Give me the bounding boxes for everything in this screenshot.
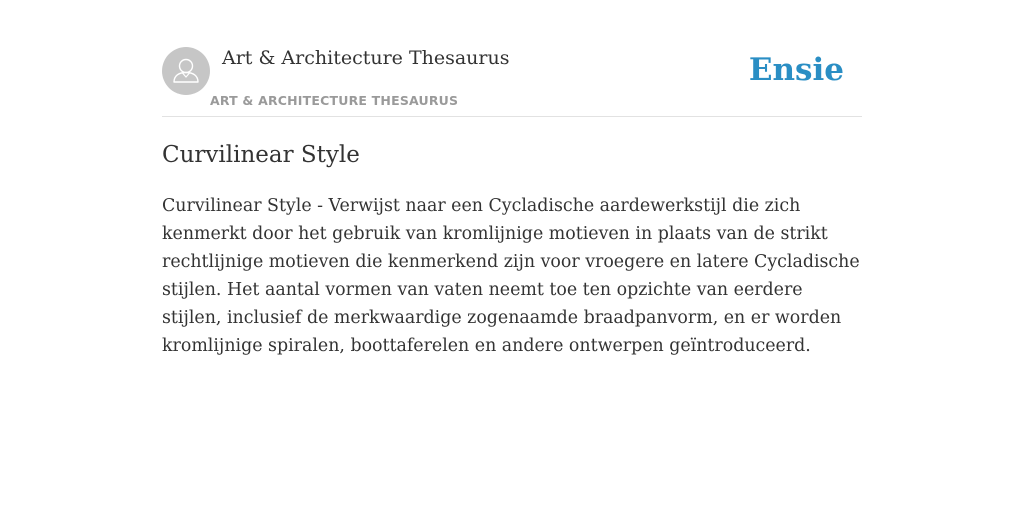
entry-definition: Curvilinear Style - Verwijst naar een Cycladische aardewerkstijl die zich kenmerkt door het gebruik van kromlijnige motieven in plaats van de strikt rechtlijnige motieven die kenmerkend zijn voor vroegere en latere Cycladische stijlen. Het aantal vormen van vaten neemt toe ten opzichte van eerdere stijlen, inclusief de merkwaardige zogenaamde braadpanvorm, en er worden kromlijnige spiralen, boottaferelen en andere ontwerpen geïntroduceerd. — [162, 196, 860, 356]
brand-logo[interactable]: Ensie — [748, 52, 844, 88]
entry-title: Curvilinear Style — [162, 142, 360, 168]
avatar[interactable] — [162, 47, 210, 95]
source-name[interactable]: Art & Architecture Thesaurus — [222, 47, 510, 69]
entry-header — [162, 0, 862, 117]
user-icon — [162, 47, 210, 95]
source-subtitle[interactable]: ART & ARCHITECTURE THESAURUS — [210, 93, 459, 108]
